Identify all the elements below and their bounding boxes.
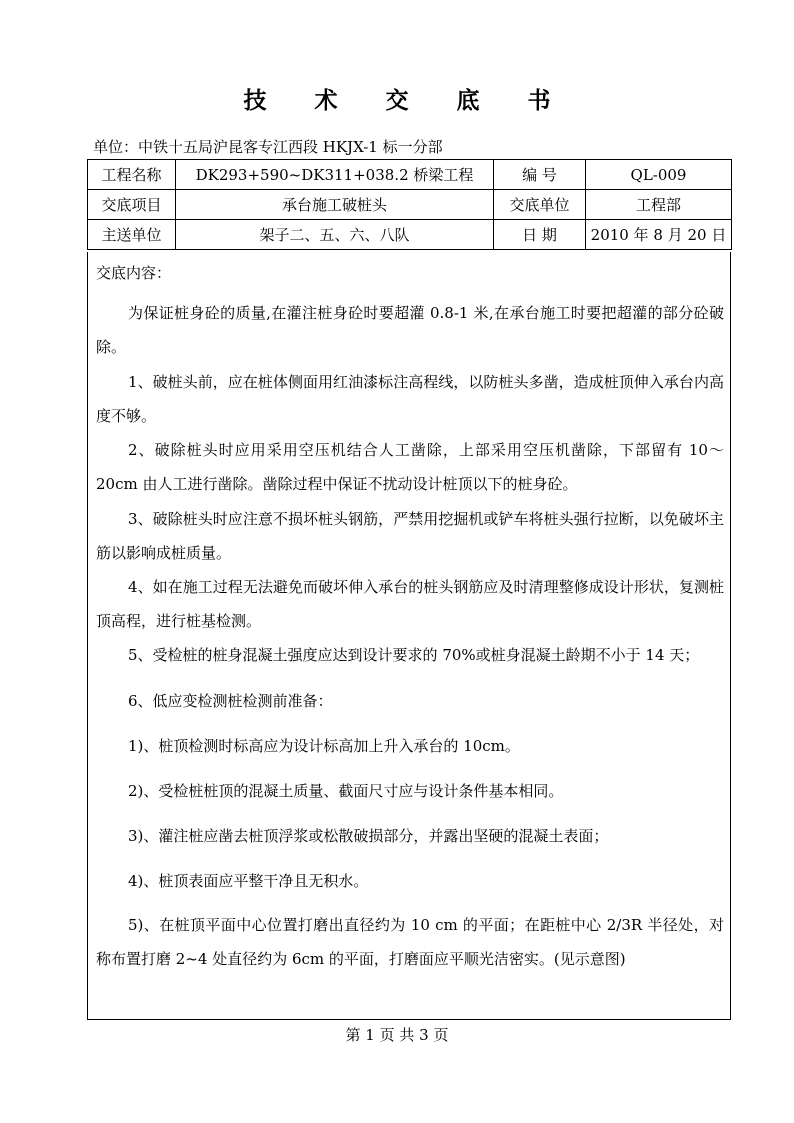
label-recipient: 主送单位 xyxy=(88,220,176,250)
page-number: 第 1 页 共 3 页 xyxy=(345,1026,449,1044)
paragraph-step-5: 5、受检桩的桩身混凝土强度应达到设计要求的 70%或桩身混凝土龄期不小于 14 天； xyxy=(128,646,700,664)
paragraph-step-1: 1、破桩头前，应在桩体侧面用红油漆标注高程线，以防桩头多凿，造成桩顶伸入承台内高度不够。 xyxy=(96,373,724,425)
value-number: QL-009 xyxy=(586,160,732,190)
value-recipient: 架子二、五、六、八队 xyxy=(176,220,494,250)
paragraph-step-4: 4、如在施工过程无法避免而破坏伸入承台的桩头钢筋应及时清理整修成设计形状，复测桩顶高程，进行桩基检测。 xyxy=(96,578,724,630)
document-title: 技 术 交 底 书 xyxy=(243,87,571,114)
paragraph-intro: 为保证桩身砼的质量,在灌注桩身砼时要超灌 0.8-1 米,在承台施工时要把超灌的部分砼破除。 xyxy=(96,304,724,356)
info-table xyxy=(87,159,732,250)
paragraph-sub-5: 5)、在桩顶平面中心位置打磨出直径约为 10 cm 的平面；在距桩中心 2/3R 半径处，对称布置打磨 2~4 处直径约为 6cm 的平面，打磨面应平顺光洁密实。(见示意图) xyxy=(96,916,724,968)
label-item: 交底项目 xyxy=(88,190,176,220)
value-issuing-unit: 工程部 xyxy=(586,190,732,220)
table-row xyxy=(88,220,732,250)
paragraph-sub-4: 4)、桩顶表面应平整干净且无积水。 xyxy=(128,872,369,890)
content-label: 交底内容： xyxy=(96,264,172,282)
paragraph-sub-2: 2)、受检桩桩顶的混凝土质量、截面尺寸应与设计条件基本相同。 xyxy=(128,782,564,800)
content-box xyxy=(87,252,731,1020)
paragraph-sub-1: 1)、桩顶检测时标高应为设计标高加上升入承台的 10cm。 xyxy=(128,737,520,755)
label-date: 日 期 xyxy=(494,220,586,250)
paragraph-step-6: 6、低应变检测桩检测前准备： xyxy=(128,692,333,710)
paragraph-sub-3: 3)、灌注桩应凿去桩顶浮浆或松散破损部分，并露出坚硬的混凝土表面； xyxy=(128,827,609,845)
label-number: 编 号 xyxy=(494,160,586,190)
label-project-name: 工程名称 xyxy=(88,160,176,190)
table-row xyxy=(88,190,732,220)
value-date: 2010 年 8 月 20 日 xyxy=(586,220,732,250)
paragraph-step-3: 3、破除桩头时应注意不损坏桩头钢筋，严禁用挖掘机或铲车将桩头强行拉断，以免破坏主筋以影响成桩质量。 xyxy=(96,510,724,562)
unit-line: 单位：中铁十五局沪昆客专江西段 HKJX-1 标一分部 xyxy=(93,138,443,156)
paragraph-step-2: 2、破除桩头时应用采用空压机结合人工凿除，上部采用空压机凿除，下部留有 10～20cm 由人工进行凿除。凿除过程中保证不扰动设计桩顶以下的桩身砼。 xyxy=(96,441,724,493)
label-issuing-unit: 交底单位 xyxy=(494,190,586,220)
table-row xyxy=(88,160,732,190)
value-item: 承台施工破桩头 xyxy=(176,190,494,220)
value-project-name: DK293+590~DK311+038.2 桥梁工程 xyxy=(176,160,494,190)
